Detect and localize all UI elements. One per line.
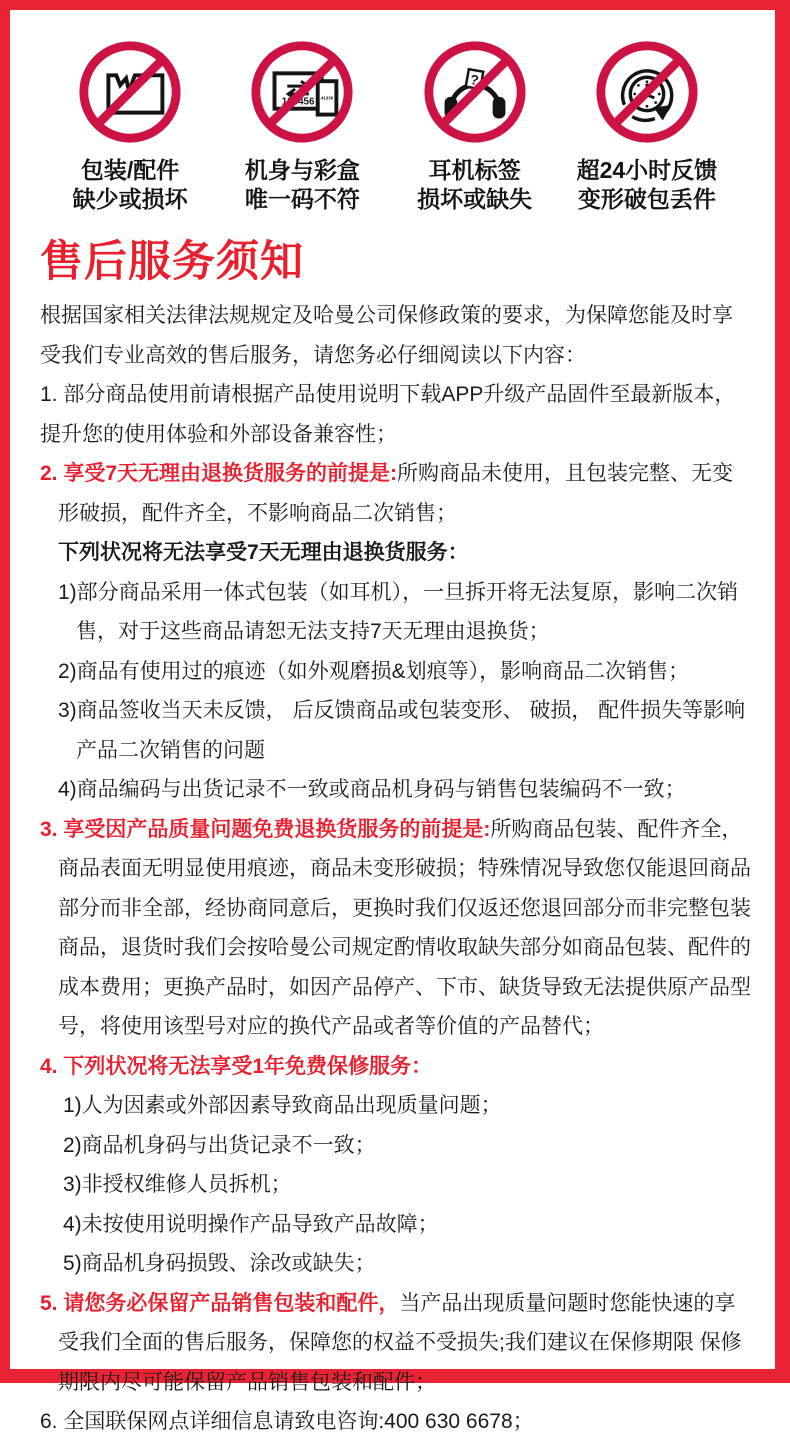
notice-highlight-text: 2. 享受7天无理由退换货服务的前提是: bbox=[40, 462, 398, 485]
notice-text: 3)非授权维修人员拆机； bbox=[63, 1173, 292, 1196]
label-line-1: 包装/配件 bbox=[80, 157, 180, 183]
prohibition-label bbox=[577, 156, 718, 214]
notice-paragraph bbox=[58, 533, 751, 573]
notice-paragraph bbox=[40, 454, 751, 533]
torn-package-icon bbox=[76, 38, 184, 146]
notice-text: 根据国家相关法律法规规定及哈曼公司保修政策的要求，为保障您能及时享受我们专业高效的售后服务，请您务必仔细阅读以下内容： bbox=[40, 304, 733, 367]
notice-text: 下列状况将无法享受7天无理由退换货服务： bbox=[58, 541, 469, 564]
notice-text: 4)商品编码与出货记录不一致或商品机身码与销售包装编码不一致； bbox=[58, 778, 686, 801]
notice-paragraph bbox=[40, 296, 751, 375]
label-line-1: 耳机标签 bbox=[428, 157, 521, 183]
notice-paragraph bbox=[63, 1086, 751, 1126]
notice-paragraph bbox=[40, 1284, 751, 1403]
notice-text: 4)未按使用说明操作产品导致产品故障； bbox=[63, 1212, 439, 1236]
notice-paragraph bbox=[63, 1244, 751, 1284]
prohibition-item-headphone-label bbox=[389, 38, 561, 214]
notice-text: 2)商品机身码与出货记录不一致； bbox=[63, 1133, 376, 1157]
label-line-1: 机身与彩盒 bbox=[244, 157, 360, 183]
notice-text: 当产品出现质量问题时您能快速的享受我们全面的售后服务，保障您的权益不受损失;我们建议在保修期限 保修期限内尽可能保留产品销售包装和配件； bbox=[58, 1291, 742, 1394]
notice-paragraph bbox=[58, 652, 751, 692]
label-line-1: 超24小时反馈 bbox=[576, 157, 718, 183]
notice-paragraph bbox=[40, 1047, 751, 1087]
notice-text: 1)部分商品采用一体式包装（如耳机），一旦拆开将无法复原，影响二次销售，对于这些商品请恕无法支持7天无理由退换货； bbox=[58, 580, 739, 643]
prohibition-item-late-feedback bbox=[561, 38, 733, 214]
notice-text: 所购商品未使用，且包装完整、无变形破损，配件齐全，不影响商品二次销售； bbox=[58, 462, 734, 525]
prohibition-item-code-mismatch bbox=[216, 38, 388, 214]
prohibition-label bbox=[245, 156, 360, 214]
notice-text: 6. 全国联保网点详细信息请致电咨询:400 630 6678； bbox=[40, 1410, 534, 1433]
notice-text: 1. 部分商品使用前请根据产品使用说明下载APP升级产品固件至最新版本，提升您的使用体验和外部设备兼容性； bbox=[40, 383, 736, 446]
notice-paragraph bbox=[58, 770, 751, 810]
notice-highlight-text: 4. 下列状况将无法享受1年免费保修服务： bbox=[40, 1054, 433, 1078]
prohibition-label bbox=[73, 156, 188, 214]
notice-paragraph bbox=[40, 1402, 751, 1442]
notice-paragraph bbox=[40, 810, 751, 1047]
notice-paragraph bbox=[63, 1126, 751, 1166]
notice-text: 2)商品有使用过的痕迹（如外观磨损&划痕等），影响商品二次销售； bbox=[58, 659, 690, 683]
notice-body bbox=[10, 296, 775, 1442]
notice-highlight-text: 5. 请您务必保留产品销售包装和配件， bbox=[40, 1291, 400, 1315]
prohibition-icons-row bbox=[10, 10, 775, 214]
code-mismatch-icon bbox=[248, 38, 356, 146]
notice-paragraph bbox=[63, 1165, 751, 1205]
label-line-2: 变形破包丢件 bbox=[577, 186, 716, 212]
notice-paragraph bbox=[58, 573, 751, 652]
tag-code-text: 41336 bbox=[321, 95, 334, 101]
notice-paragraph bbox=[63, 1205, 751, 1245]
label-line-2: 损坏或缺失 bbox=[417, 186, 533, 212]
notice-paragraph bbox=[58, 691, 751, 770]
notice-text: 所购商品包装、配件齐全，商品表面无明显使用痕迹，商品未变形破损；特殊情况导致您仅能退回商品部分而非全部，经协商同意后，更换时我们仅返还您退回部分而非完整包装商品，退货时我们会按哈曼公司规定酌情收取缺失部分如商品包装、配件的成本费用；更换产品时，如因产品停产、下市、缺货导致无法提供原产品型号，将使用该型号对应的换代产品或者等价值的产品替代； bbox=[58, 817, 751, 1038]
headphones-label-icon bbox=[421, 38, 529, 146]
prohibition-label bbox=[417, 156, 532, 214]
notice-text: 1)人为因素或外部因素导致商品出现质量问题； bbox=[63, 1094, 502, 1117]
box-code-text: 123456 bbox=[282, 96, 315, 108]
notice-text: 5)商品机身码损毁、涂改或缺失； bbox=[63, 1252, 376, 1275]
notice-paragraph bbox=[40, 375, 751, 454]
page-title: 售后服务须知 bbox=[40, 238, 304, 286]
notice-highlight-text: 3. 享受因产品质量问题免费退换货服务的前提是: bbox=[40, 817, 491, 841]
notice-text: 3)商品签收当天未反馈， 后反馈商品或包装变形、 破损， 配件损失等影响产品二次销售的问题 bbox=[58, 699, 746, 762]
late-feedback-icon bbox=[593, 38, 701, 146]
prohibition-item-packaging bbox=[44, 38, 216, 214]
question-mark-text: ? bbox=[468, 71, 480, 89]
label-line-2: 缺少或损坏 bbox=[72, 186, 188, 212]
label-line-2: 唯一码不符 bbox=[244, 186, 360, 212]
